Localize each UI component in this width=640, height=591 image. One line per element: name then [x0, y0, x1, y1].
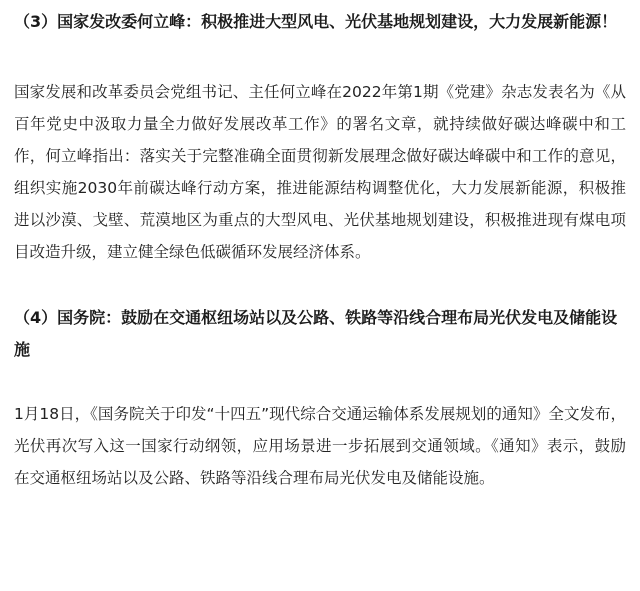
spacer — [14, 268, 626, 302]
spacer — [14, 38, 626, 76]
section-4-heading: （4）国务院：鼓励在交通枢纽场站以及公路、铁路等沿线合理布局光伏发电及储能设施 — [14, 308, 618, 359]
spacer — [14, 366, 626, 398]
section-4-paragraph: 1月18日，《国务院关于印发“十四五”现代综合交通运输体系发展规划的通知》全文发布，光伏再次写入这一国家行动纲领，应用场景进一步拓展到交通领域。《通知》表示，鼓励在交通枢纽场站以及公路、铁路等沿线合理布局光伏发电及储能设施。 — [14, 405, 626, 487]
section-3-heading: （3）国家发改委何立峰：积极推进大型风电、光伏基地规划建设，大力发展新能源！ — [14, 12, 618, 31]
section-3-paragraph: 国家发展和改革委员会党组书记、主任何立峰在2022年第1期《党建》杂志发表名为《从百年党史中汲取力量全力做好发展改革工作》的署名文章，就持续做好碳达峰碳中和工作，何立峰指出：落实关于完整准确全面贯彻新发展理念做好碳达峰碳中和工作的意见，组织实施2030年前碳达峰行动方案，推进能源结构调整优化，大力发展新能源，积极推进以沙漠、戈壁、荒漠地区为重点的大型风电、光伏基地规划建设，积极推进现有煤电项目改造升级，建立健全绿色低碳循环发展经济体系。 — [14, 83, 626, 261]
